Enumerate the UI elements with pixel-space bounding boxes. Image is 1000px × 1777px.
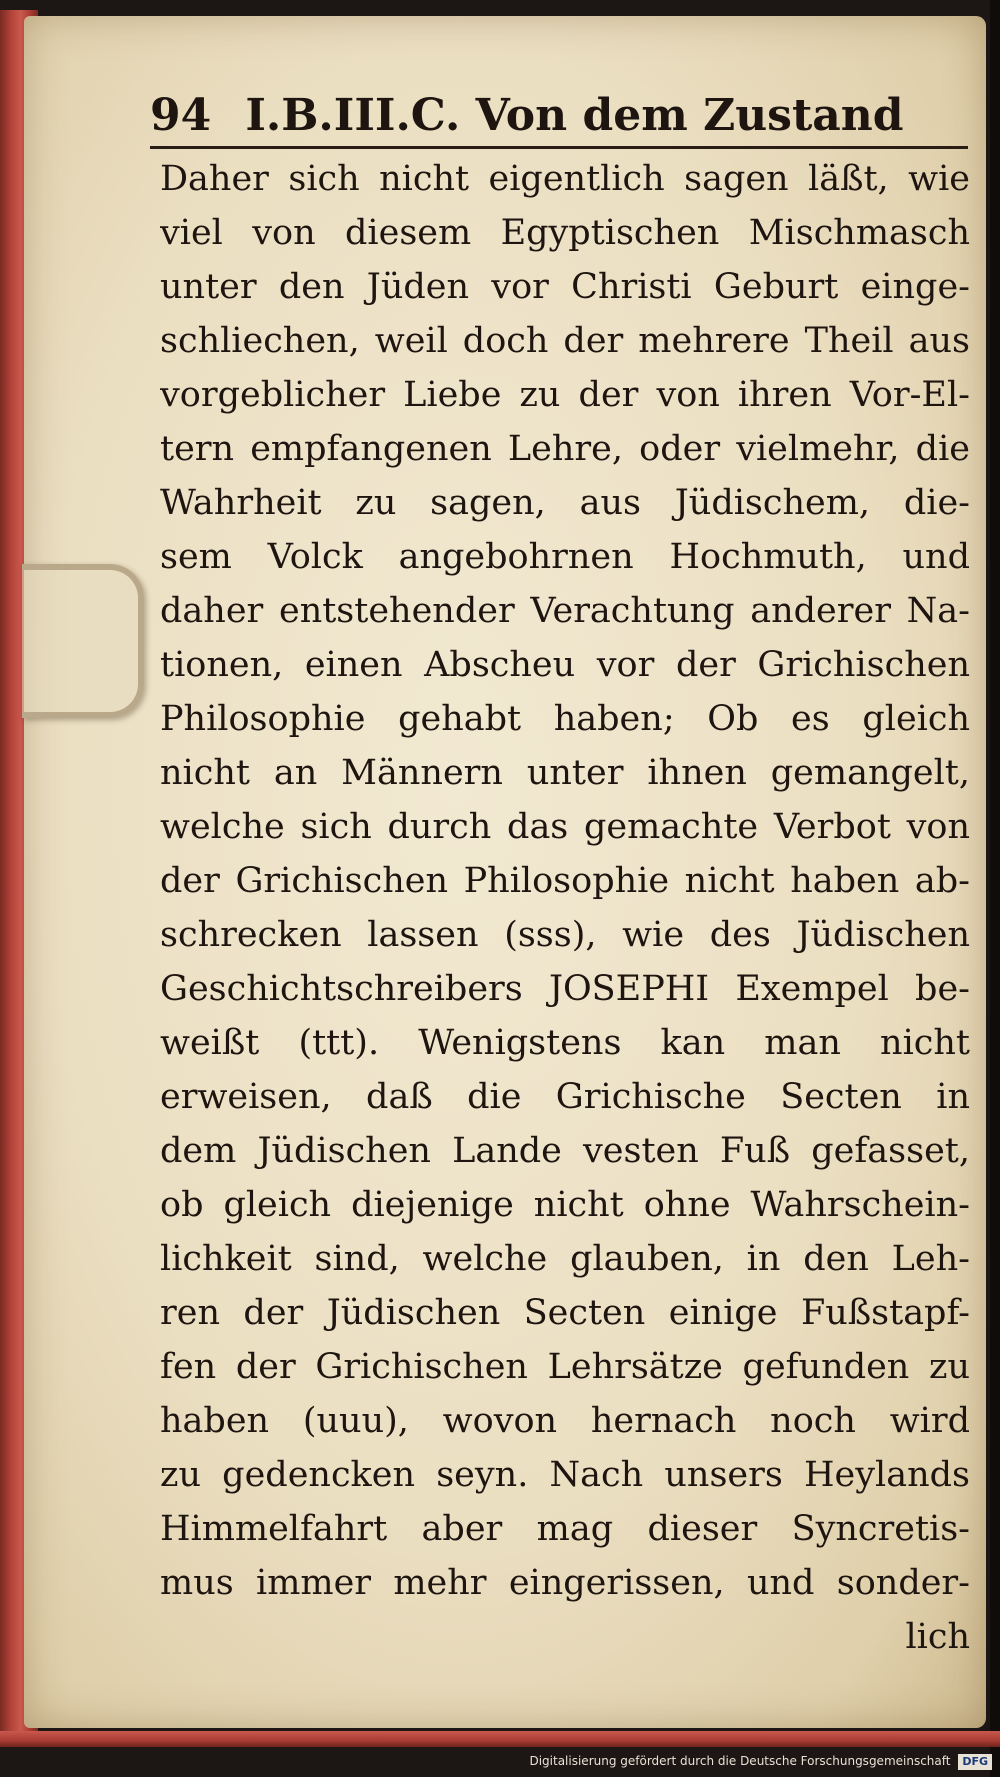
running-head: I.B.III.C. Von dem Zustand: [245, 90, 904, 141]
digitization-credit: [529, 1751, 992, 1771]
text-line: mus immer mehr eingerissen, und sonder-: [160, 1563, 970, 1603]
text-line: unter den Jüden vor Christi Geburt einge-: [160, 267, 970, 307]
text-line: haben (uuu), wovon hernach noch wird: [160, 1401, 970, 1441]
body-text: [160, 152, 970, 1664]
text-line: Wahrheit zu sagen, aus Jüdischem, die-: [160, 483, 970, 523]
text-line: lichkeit sind, welche glauben, in den Leh-: [160, 1239, 970, 1279]
dfg-logo: DFG: [958, 1754, 992, 1770]
credit-text: Digitalisierung gefördert durch die Deutsche Forschungsgemeinschaft: [529, 1754, 951, 1768]
backdrop: [990, 0, 1000, 1777]
header-rule: [150, 146, 968, 149]
text-line: tern empfangenen Lehre, oder vielmehr, die: [160, 429, 970, 469]
text-line: Philosophie gehabt haben; Ob es gleich: [160, 699, 970, 739]
text-line: zu gedencken seyn. Nach unsers Heylands: [160, 1455, 970, 1495]
text-line: der Grichischen Philosophie nicht haben ab-: [160, 861, 970, 901]
text-line: ob gleich diejenige nicht ohne Wahrschein-: [160, 1185, 970, 1225]
page-header: [150, 86, 970, 146]
text-line: ren der Jüdischen Secten einige Fußstapf-: [160, 1293, 970, 1333]
text-line: schliechen, weil doch der mehrere Theil aus: [160, 321, 970, 361]
text-line: Geschichtschreibers JOSEPHI Exempel be-: [160, 969, 970, 1009]
text-line: viel von diesem Egyptischen Mischmasch: [160, 213, 970, 253]
text-line: weißt (ttt). Wenigstens kan man nicht: [160, 1023, 970, 1063]
text-line: vorgeblicher Liebe zu der von ihren Vor-El-: [160, 375, 970, 415]
book-edge-bottom: [0, 1731, 1000, 1747]
text-line: nicht an Männern unter ihnen gemangelt,: [160, 753, 970, 793]
text-line: fen der Grichischen Lehrsätze gefunden zu: [160, 1347, 970, 1387]
paper-clip-icon: [22, 564, 144, 718]
text-line: welche sich durch das gemachte Verbot von: [160, 807, 970, 847]
text-line: erweisen, daß die Grichische Secten in: [160, 1077, 970, 1117]
text-line: daher entstehender Verachtung anderer Na-: [160, 591, 970, 631]
text-line: tionen, einen Abscheu vor der Grichischen: [160, 645, 970, 685]
text-line: Himmelfahrt aber mag dieser Syncretis-: [160, 1509, 970, 1549]
page-number: 94: [150, 90, 212, 141]
text-line: sem Volck angebohrnen Hochmuth, und: [160, 537, 970, 577]
text-line: dem Jüdischen Lande vesten Fuß gefasset,: [160, 1131, 970, 1171]
text-line: Daher sich nicht eigentlich sagen läßt, wie: [160, 159, 970, 199]
text-line: schrecken lassen (sss), wie des Jüdischen: [160, 915, 970, 955]
catchword: lich: [905, 1617, 970, 1657]
